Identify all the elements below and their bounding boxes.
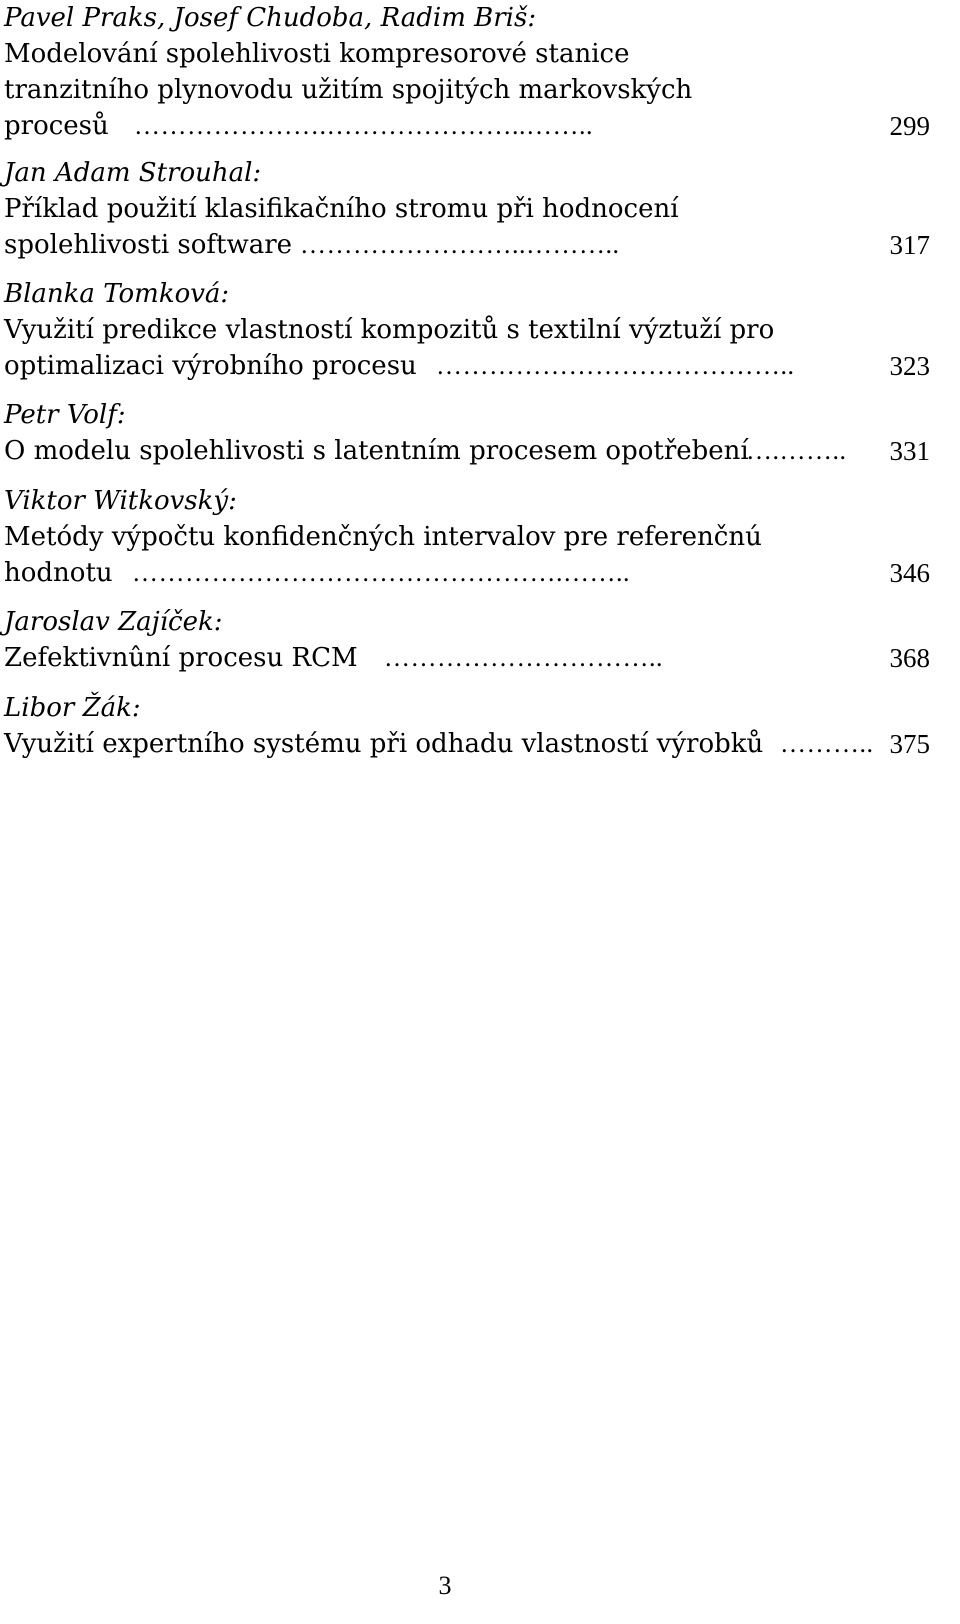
toc-leader-dots: ……….. [780, 729, 874, 758]
toc-author: Pavel Praks, Josef Chudoba, Radim Briš: [4, 3, 537, 33]
toc-entry [4, 276, 930, 384]
toc-entry [4, 0, 930, 144]
toc-entry [4, 155, 930, 263]
toc-page-number: 323 [889, 351, 930, 381]
toc-author: Jaroslav Zajíček: [4, 607, 223, 637]
toc-title-line: Příklad použití klasifikačního stromu při hodnocení [4, 194, 679, 224]
toc-title-line: Metódy výpočtu konfidenčných intervalov pre referenčnú [4, 522, 762, 552]
toc-leader-dots: ………………….…………………..…….. [134, 111, 593, 140]
toc-title-last-line [4, 108, 930, 144]
toc-author: Petr Volf: [4, 400, 126, 430]
toc-title-last-line [4, 348, 930, 384]
toc-title-line: tranzitního plynovodu užitím spojitých markovských [4, 75, 693, 105]
toc-title-line: Modelování spolehlivosti kompresorové stanice [4, 39, 630, 69]
toc-title-last-line [4, 433, 930, 469]
toc-author: Viktor Witkovský: [4, 486, 237, 516]
toc-leader-dots: ………………………………….. [436, 351, 795, 380]
toc-entry [4, 483, 930, 591]
toc-page-number: 317 [889, 230, 930, 260]
toc-title-last-line [4, 227, 930, 263]
toc-leader-dots: ………………………….. [384, 643, 663, 672]
toc-title-text: optimalizaci výrobního procesu [4, 351, 417, 381]
footer-page-number: 3 [438, 1571, 452, 1600]
toc-entry [4, 397, 930, 469]
toc-title-line: Využití predikce vlastností kompozitů s textilní výztuží pro [4, 315, 775, 345]
toc-leader-dots: ….…….. [746, 436, 847, 465]
toc-page-number: 331 [889, 436, 930, 466]
toc-title-text: Využití expertního systému při odhadu vlastností výrobků [4, 729, 764, 759]
toc-author: Libor Žák: [4, 693, 141, 723]
toc-page-number: 375 [889, 729, 930, 759]
toc-leader-dots: ………………………………………….…….. [132, 558, 630, 587]
toc-page-number: 368 [889, 643, 930, 673]
toc-leader-dots: ……………………..……….. [300, 230, 620, 259]
toc-author: Blanka Tomková: [4, 279, 230, 309]
toc-page-number: 299 [889, 111, 930, 141]
toc-entry [4, 604, 930, 676]
toc-title-text: procesů [4, 111, 109, 141]
toc-title-last-line [4, 555, 930, 591]
toc-title-text: Zefektivnûní procesu RCM [4, 643, 358, 673]
toc-title-text: hodnotu [4, 558, 113, 588]
toc-author: Jan Adam Strouhal: [4, 158, 262, 188]
toc-entry [4, 690, 930, 762]
toc-title-text: spolehlivosti software [4, 230, 293, 260]
toc-title-last-line [4, 640, 930, 676]
toc-title-last-line [4, 726, 930, 762]
toc-title-text: O modelu spolehlivosti s latentním procesem opotřebení [4, 436, 749, 466]
toc-page-number: 346 [889, 558, 930, 588]
